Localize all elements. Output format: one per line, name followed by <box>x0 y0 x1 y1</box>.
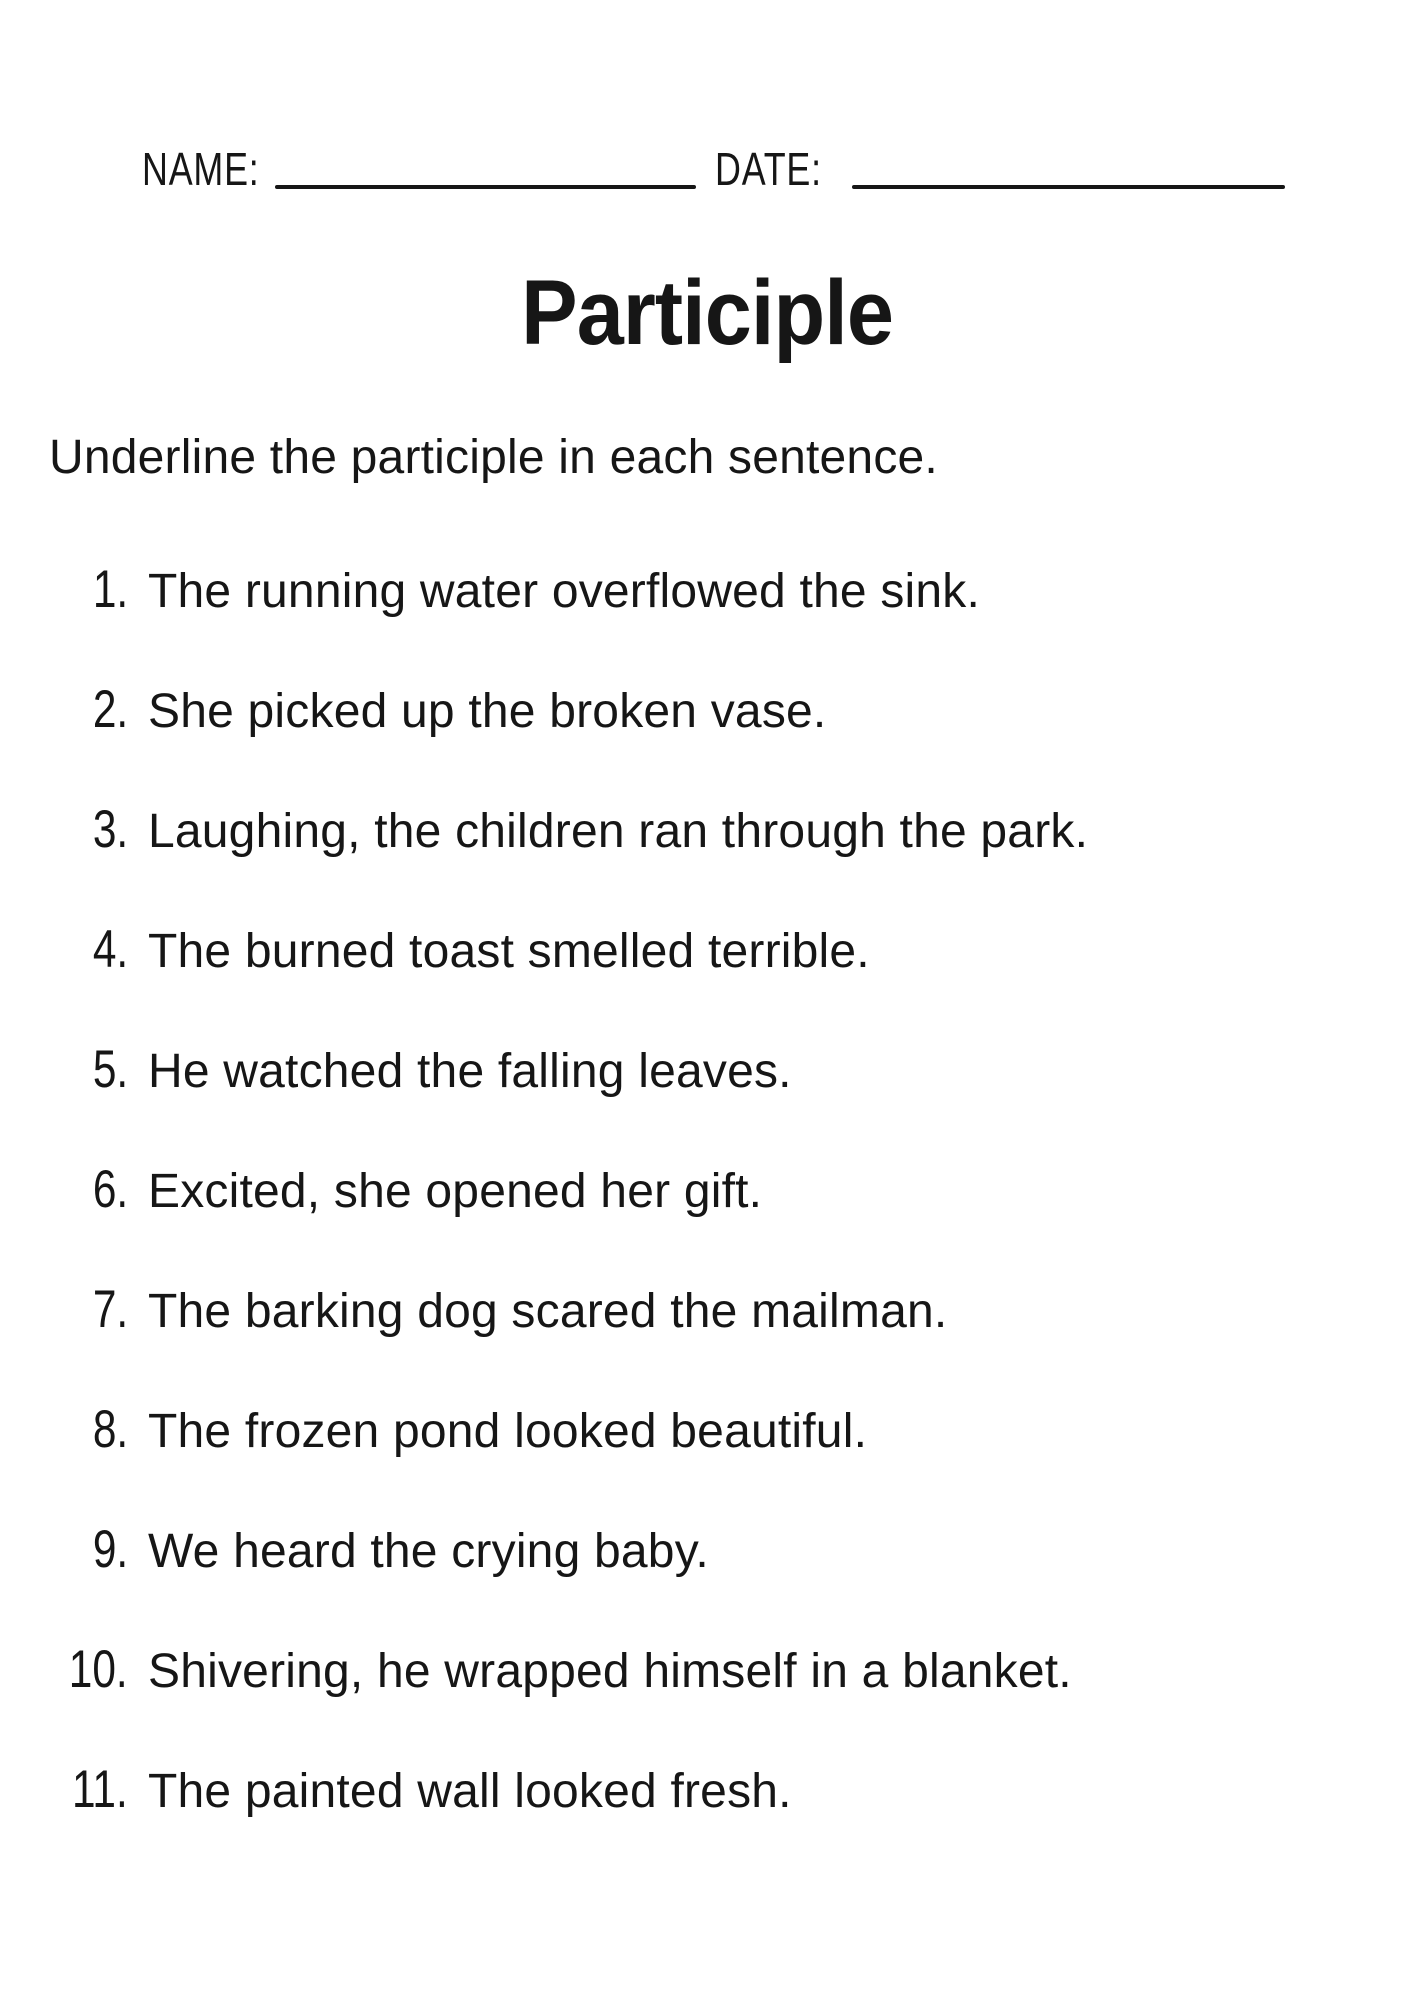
item-number: 1. <box>92 559 128 619</box>
sentence-list <box>0 560 1414 1880</box>
item-number: 3. <box>92 799 128 859</box>
item-sentence: The frozen pond looked beautiful. <box>148 1404 868 1458</box>
title-wrap <box>0 262 1414 364</box>
item-sentence: The painted wall looked fresh. <box>148 1764 792 1818</box>
name-blank-line[interactable] <box>275 185 696 189</box>
name-label-box <box>142 143 260 195</box>
list-item <box>0 1520 1414 1640</box>
item-sentence: He watched the falling leaves. <box>148 1044 792 1098</box>
list-item <box>0 1040 1414 1160</box>
list-item <box>0 800 1414 920</box>
item-number: 8. <box>92 1399 128 1459</box>
item-number: 7. <box>92 1279 128 1339</box>
date-blank-line[interactable] <box>852 185 1285 189</box>
item-number: 6. <box>92 1159 128 1219</box>
item-sentence: She picked up the broken vase. <box>148 684 827 738</box>
item-sentence: Laughing, the children ran through the park. <box>148 804 1089 858</box>
item-number: 10. <box>69 1639 128 1699</box>
item-number: 4. <box>92 919 128 979</box>
list-item <box>0 560 1414 680</box>
item-sentence: The barking dog scared the mailman. <box>148 1284 948 1338</box>
item-number: 2. <box>92 679 128 739</box>
header <box>142 143 1285 195</box>
page-title: Participle <box>521 262 893 364</box>
item-sentence: Excited, she opened her gift. <box>148 1164 763 1218</box>
item-sentence: We heard the crying baby. <box>148 1524 709 1578</box>
list-item <box>0 1280 1414 1400</box>
list-item <box>0 920 1414 1040</box>
item-number: 5. <box>92 1039 128 1099</box>
list-item <box>0 1400 1414 1520</box>
item-sentence: Shivering, he wrapped himself in a blanket. <box>148 1644 1072 1698</box>
item-sentence: The running water overflowed the sink. <box>148 564 981 618</box>
name-label: NAME: <box>142 143 260 195</box>
date-label-box <box>715 143 822 195</box>
list-item <box>0 1640 1414 1760</box>
item-number: 9. <box>92 1519 128 1579</box>
item-number: 11. <box>72 1759 128 1819</box>
list-item <box>0 1760 1414 1880</box>
list-item <box>0 1160 1414 1280</box>
date-label: DATE: <box>715 143 822 195</box>
instruction-text: Underline the participle in each sentence. <box>49 431 938 484</box>
item-sentence: The burned toast smelled terrible. <box>148 924 870 978</box>
list-item <box>0 680 1414 800</box>
